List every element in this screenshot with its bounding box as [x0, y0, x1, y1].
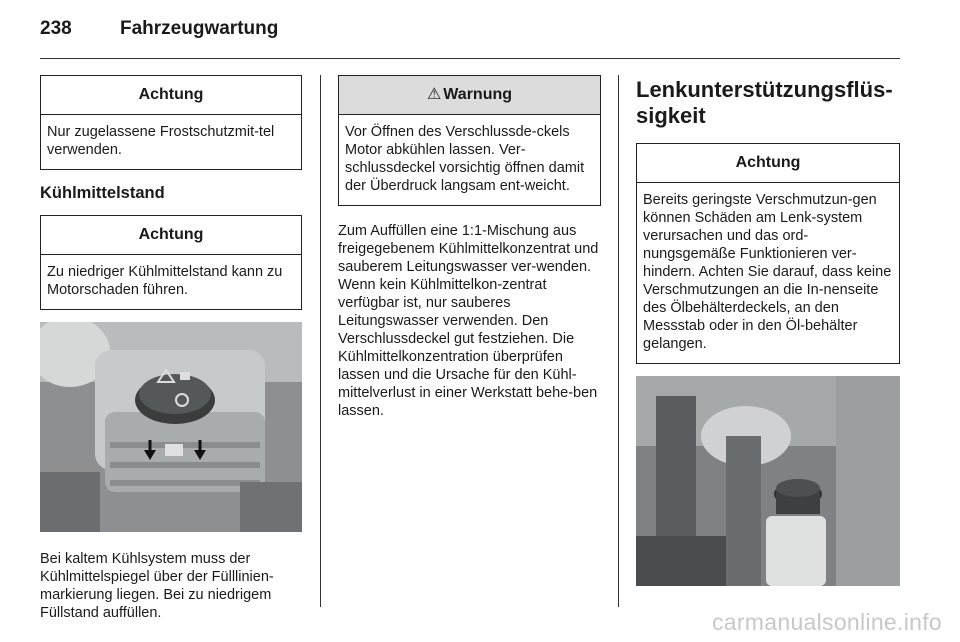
warning-title: Warnung [443, 86, 513, 103]
caution-title: Achtung [637, 144, 899, 183]
column-2 [338, 75, 601, 420]
caution-box-antifreeze [40, 75, 302, 170]
watermark: carmanualsonline.info [711, 609, 942, 635]
section-title-power-steering: Lenkunterstützungsflüs-sigkeit [636, 77, 893, 128]
refill-instructions: Zum Auffüllen eine 1:1-Mischung aus freigegebenem Kühlmittelkonzentrat und sauberem Leitungswasser ver-wenden. Wenn kein Kühlmittelkon-zentrat verfügbar ist, nur sauberes Leitungswasser verwenden. Den Verschlussdeckel gut festziehen. Die Kühlmittelkonzentration überprüfen lassen und die Ursache für den Kühl-mittelverlust in einer Werkstatt behe-ben lassen. [338, 223, 599, 419]
chapter-title: Fahrzeugwartung [120, 18, 279, 39]
caution-title: Achtung [41, 216, 301, 255]
warning-text: Vor Öffnen des Verschlussde-ckels Motor abkühlen lassen. Ver-schlussdeckel vorsichtig öffnen damit der Überdruck langsam ent-weicht. [345, 124, 585, 194]
steering-fluid-reservoir-photo [636, 376, 900, 586]
column-divider-2 [618, 75, 619, 607]
caution-box-coolant-level [40, 215, 302, 310]
coolant-level-instructions: Bei kaltem Kühlsystem muss der Kühlmittelspiegel über der Fülllinien-markierung liegen. Bei zu niedrigem Füllstand auffüllen. [40, 551, 274, 621]
page-header [40, 18, 278, 46]
caution-text: Bereits geringste Verschmutzun-gen können Schäden am Lenk-system verursachen und das ord-nungsgemäße Funktionieren ver-hindern. Achten Sie darauf, dass keine Verschmutzungen an die In-nenseite des Ölbehälterdeckels, an den Messstab oder in den Öl-behälter gelangen. [643, 192, 892, 352]
column-1 [40, 75, 302, 622]
column-3 [636, 75, 900, 586]
caution-text: Nur zugelassene Frostschutzmit-tel verwenden. [47, 124, 275, 158]
coolant-reservoir-photo [40, 322, 302, 532]
warning-triangle-icon: ⚠ [426, 86, 442, 103]
column-divider-1 [320, 75, 321, 607]
subheading-coolant-level: Kühlmittelstand [40, 184, 165, 202]
caution-box-steering [636, 143, 900, 364]
caution-title: Achtung [41, 76, 301, 115]
warning-header [339, 76, 600, 115]
page-number: 238 [40, 18, 72, 39]
warning-box [338, 75, 601, 206]
header-divider [40, 58, 900, 59]
caution-text: Zu niedriger Kühlmittelstand kann zu Motorschaden führen. [47, 264, 283, 298]
